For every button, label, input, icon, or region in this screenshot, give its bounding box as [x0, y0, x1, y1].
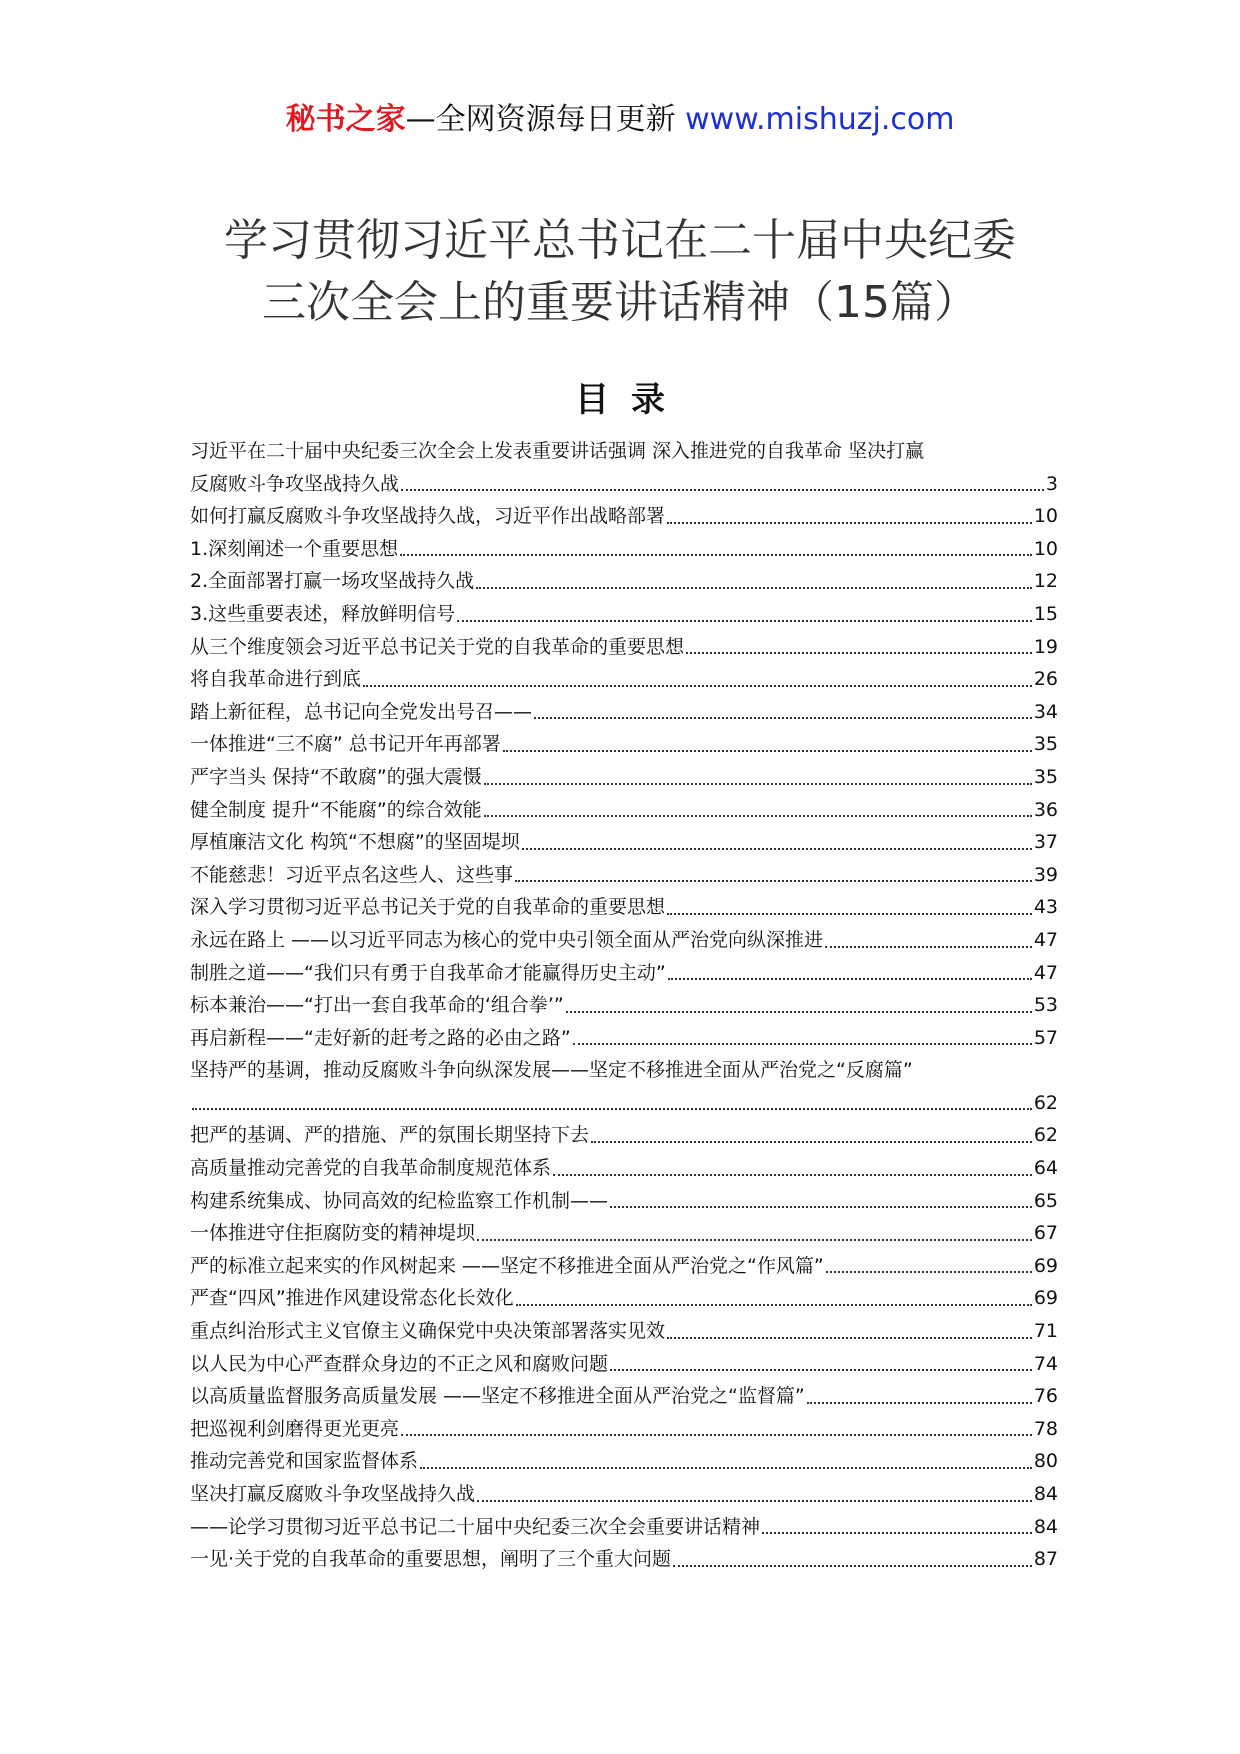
toc-entry[interactable] — [190, 663, 1058, 696]
site-slogan: —全网资源每日更新 — [405, 102, 686, 137]
toc-entry[interactable] — [190, 533, 1058, 566]
toc-entry-text[interactable]: 习近平在二十届中央纪委三次全会上发表重要讲话强调 深入推进党的自我革命 坚决打赢 — [190, 440, 925, 462]
toc-entry-text[interactable]: 坚持严的基调，推动反腐败斗争向纵深发展——坚定不移推进全面从严治党之“反腐篇” — [190, 1059, 913, 1082]
toc-entry-page: 10 — [1033, 505, 1058, 528]
toc-entry[interactable] — [190, 468, 1058, 501]
toc-entry-page: 43 — [1033, 896, 1058, 919]
toc-entry[interactable] — [190, 696, 1058, 729]
toc-entry-page: 36 — [1033, 798, 1058, 821]
toc-entry-page: 62 — [1033, 1124, 1058, 1147]
document-title-line2: 三次全会上的重要讲话精神（15篇） — [262, 277, 978, 328]
toc-entry-label: 一见·关于党的自我革命的重要思想，阐明了三个重大问题 — [190, 1548, 672, 1571]
toc-dot-leader — [192, 1107, 1032, 1110]
toc-entry-page: 78 — [1033, 1417, 1058, 1440]
toc-entry[interactable] — [190, 1543, 1058, 1576]
toc-entry[interactable] — [190, 761, 1058, 794]
toc-entry-page: 62 — [1033, 1091, 1058, 1114]
toc-entry-label: 反腐败斗争攻坚战持久战 — [190, 472, 400, 495]
toc-dot-leader — [477, 1238, 1032, 1241]
toc-entry-page: 76 — [1033, 1385, 1058, 1408]
toc-entry[interactable] — [190, 1087, 1058, 1120]
toc-entry[interactable] — [190, 1250, 1058, 1283]
toc-entry-page: 57 — [1033, 1026, 1058, 1049]
document-title-line1: 学习贯彻习近平总书记在二十届中央纪委 — [224, 215, 1016, 266]
toc-entry[interactable] — [190, 1282, 1058, 1315]
toc-entry[interactable] — [190, 1315, 1058, 1348]
toc-entry-page: 84 — [1033, 1515, 1058, 1538]
toc-dot-leader — [420, 1466, 1032, 1469]
toc-dot-leader — [477, 1499, 1032, 1502]
toc-entry[interactable] — [190, 1119, 1058, 1152]
toc-entry[interactable] — [190, 794, 1058, 827]
toc-entry-page: 3 — [1045, 472, 1058, 495]
toc-dot-leader — [667, 912, 1032, 915]
toc-entry-page: 10 — [1033, 537, 1058, 560]
toc-dot-leader — [553, 1173, 1032, 1176]
toc-entry-page: 47 — [1033, 928, 1058, 951]
toc-dot-leader — [515, 879, 1032, 882]
toc-entry[interactable] — [190, 500, 1058, 533]
toc-entry-page: 74 — [1033, 1352, 1058, 1375]
site-banner — [0, 100, 1240, 140]
toc-entry-label: 不能慈悲！习近平点名这些人、这些事 — [190, 863, 514, 886]
toc-dot-leader — [573, 1042, 1032, 1045]
toc-entry-label: 构建系统集成、协同高效的纪检监察工作机制—— — [190, 1189, 609, 1212]
document-title — [0, 210, 1240, 334]
toc-entry-label: 再启新程——“走好新的赶考之路的必由之路” — [190, 1026, 571, 1049]
toc-entry-label: 永远在路上 ——以习近平同志为核心的党中央引领全面从严治党向纵深推进 — [190, 928, 824, 951]
toc-entry[interactable] — [190, 1445, 1058, 1478]
toc-entry[interactable] — [190, 891, 1058, 924]
toc-dot-leader — [484, 814, 1032, 817]
toc-entry-page: 67 — [1033, 1222, 1058, 1245]
toc-entry-label: 深入学习贯彻习近平总书记关于党的自我革命的重要思想 — [190, 896, 666, 919]
toc-entry-group — [190, 1119, 1058, 1575]
toc-dot-leader — [668, 977, 1032, 980]
toc-entry[interactable] — [190, 957, 1058, 990]
toc-dot-leader — [400, 553, 1032, 556]
toc-entry[interactable] — [190, 565, 1058, 598]
toc-entry-label: 坚决打赢反腐败斗争攻坚战持久战 — [190, 1483, 476, 1505]
toc-entry-page: 34 — [1033, 700, 1058, 723]
toc-entry-page: 12 — [1033, 570, 1058, 593]
toc-entry-page: 37 — [1033, 831, 1058, 854]
toc-entry[interactable] — [190, 1380, 1058, 1413]
toc-entry[interactable] — [190, 598, 1058, 631]
toc-dot-leader — [807, 1401, 1032, 1404]
toc-heading: 目录 — [575, 380, 687, 420]
toc-entry-page: 53 — [1033, 994, 1058, 1017]
toc-dot-leader — [503, 749, 1032, 752]
toc-dot-leader — [667, 521, 1032, 524]
toc-entry-label: 3.这些重要表述，释放鲜明信号 — [190, 602, 456, 625]
toc-entry-label: 把严的基调、严的措施、严的氛围长期坚持下去 — [190, 1124, 590, 1147]
toc-entry-label: 一体推进守住拒腐防变的精神堤坝 — [190, 1222, 476, 1245]
toc-entry-label: 高质量推动完善党的自我革命制度规范体系 — [190, 1157, 552, 1180]
toc-entry[interactable] — [190, 826, 1058, 859]
toc-dot-leader — [610, 1368, 1032, 1371]
toc-entry-label: 厚植廉洁文化 构筑“不想腐”的坚固堤坝 — [190, 831, 520, 854]
toc-entry-label: 严的标准立起来实的作风树起来 ——坚定不移推进全面从严治党之“作风篇” — [190, 1254, 824, 1277]
toc-entry-page: 35 — [1033, 733, 1058, 756]
toc-entry-label: 将自我革命进行到底 — [190, 668, 362, 691]
toc-entry-label: 严字当头 保持“不敢腐”的强大震慑 — [190, 765, 482, 788]
toc-entry[interactable] — [190, 859, 1058, 892]
toc-entry-label: 踏上新征程，总书记向全党发出号召—— — [190, 700, 533, 723]
toc-entry[interactable] — [190, 631, 1058, 664]
toc-entry-page: 15 — [1033, 602, 1058, 625]
toc-entry-label: 以高质量监督服务高质量发展 ——坚定不移推进全面从严治党之“监督篇” — [190, 1385, 805, 1408]
toc-entry[interactable] — [190, 1152, 1058, 1185]
toc-entry-label: 以人民为中心严查群众身边的不正之风和腐败问题 — [190, 1352, 609, 1375]
toc-entry-label: 一体推进“三不腐” 总书记开年再部署 — [190, 733, 501, 756]
site-brand: 秘书之家 — [285, 102, 406, 137]
toc-entry-label: 1.深刻阐述一个重要思想 — [190, 537, 399, 560]
toc-entry-page: 87 — [1033, 1548, 1058, 1571]
toc-entry-label: 严查“四风”推进作风建设常态化长效化 — [190, 1287, 514, 1310]
toc-dot-leader — [826, 1270, 1032, 1273]
toc-entry-label: 把巡视利剑磨得更光更亮 — [190, 1417, 400, 1440]
toc-entry[interactable] — [190, 1511, 1058, 1544]
site-url-link[interactable]: www.mishuzj.com — [685, 102, 955, 137]
toc-entry-label: 从三个维度领会习近平总书记关于党的自我革命的重要思想 — [190, 635, 685, 658]
toc-dot-leader — [534, 716, 1032, 719]
toc-entry[interactable] — [190, 924, 1058, 957]
toc-dot-leader — [762, 1531, 1032, 1534]
toc-entry-page: 64 — [1033, 1157, 1058, 1180]
toc-entry-group — [190, 500, 1058, 1054]
toc-entry[interactable] — [190, 1217, 1058, 1250]
toc-dot-leader — [476, 586, 1032, 589]
toc-entry-page: 71 — [1033, 1320, 1058, 1343]
toc-entry-page: 35 — [1033, 765, 1058, 788]
toc-entry-label: 制胜之道——“我们只有勇于自我革命才能赢得历史主动” — [190, 961, 666, 984]
toc-entry[interactable] — [190, 1413, 1058, 1446]
toc-dot-leader — [522, 847, 1032, 850]
toc-entry-label: 重点纠治形式主义官僚主义确保党中央决策部署落实见效 — [190, 1320, 666, 1343]
toc-dot-leader — [363, 684, 1032, 687]
toc-entry[interactable] — [190, 1348, 1058, 1381]
toc-entry-page: 69 — [1033, 1254, 1058, 1277]
toc-entry-page: 80 — [1033, 1450, 1058, 1473]
toc-entry[interactable] — [190, 1185, 1058, 1218]
toc-dot-leader — [401, 1433, 1032, 1436]
toc-entry-page: 26 — [1033, 668, 1058, 691]
toc-dot-leader — [457, 619, 1032, 622]
toc-entry-page: 84 — [1033, 1483, 1058, 1505]
toc-entry-label: 标本兼治——“打出一套自我革命的‘组合拳’” — [190, 994, 564, 1017]
toc-dot-leader — [610, 1205, 1032, 1208]
toc-entry[interactable] — [190, 1478, 1058, 1511]
toc-entry-label: 如何打赢反腐败斗争攻坚战持久战，习近平作出战略部署 — [190, 505, 666, 528]
toc-dot-leader — [401, 488, 1044, 491]
toc-entry[interactable] — [190, 728, 1058, 761]
toc-entry-page: 39 — [1033, 863, 1058, 886]
toc-entry-label: ——论学习贯彻习近平总书记二十届中央纪委三次全会重要讲话精神 — [190, 1515, 761, 1538]
toc-entry-page: 19 — [1033, 635, 1058, 658]
toc-dot-leader — [484, 782, 1032, 785]
table-of-contents — [190, 435, 1058, 1576]
toc-dot-leader — [673, 1564, 1032, 1567]
toc-entry-label: 2.全面部署打赢一场攻坚战持久战 — [190, 570, 475, 593]
toc-dot-leader — [566, 1010, 1032, 1013]
toc-entry-page: 47 — [1033, 961, 1058, 984]
toc-entry[interactable] — [190, 989, 1058, 1022]
toc-entry[interactable] — [190, 1022, 1058, 1055]
toc-dot-leader — [667, 1336, 1032, 1339]
toc-entry-label: 健全制度 提升“不能腐”的综合效能 — [190, 798, 482, 821]
toc-dot-leader — [686, 651, 1032, 654]
toc-entry-label: 推动完善党和国家监督体系 — [190, 1450, 419, 1473]
toc-dot-leader — [516, 1303, 1032, 1306]
toc-dot-leader — [825, 945, 1032, 948]
toc-dot-leader — [591, 1140, 1032, 1143]
toc-entry-page: 65 — [1033, 1189, 1058, 1212]
toc-entry-page: 69 — [1033, 1287, 1058, 1310]
